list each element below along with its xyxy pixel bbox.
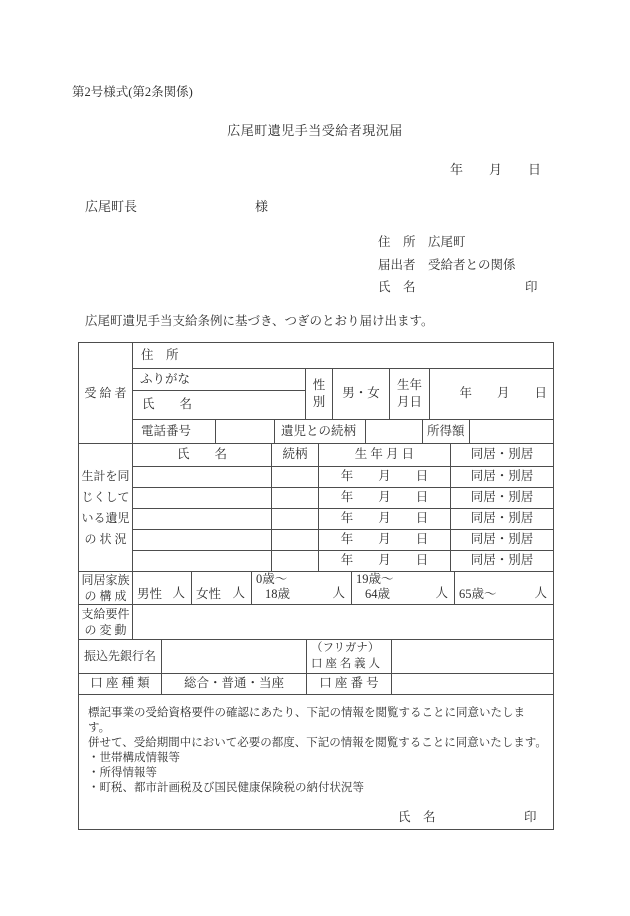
account-type-label-cell: 口 座 種 類 — [79, 673, 161, 694]
family-male-label: 男性 — [137, 587, 163, 601]
requirement-label-line2: の 変 動 — [84, 623, 127, 637]
orphan-relation-label-cell: 遺児との続柄 — [274, 419, 365, 443]
consent-bullet-household: ・世帯構成情報等 — [88, 752, 180, 764]
orphan-row1-cohabit: 同居・別居 — [450, 466, 553, 487]
birth-value-cell: 年 月 日 — [429, 368, 553, 419]
submitter-address-label: 住 所 — [378, 235, 416, 249]
orphan-row3-birth: 年 月 日 — [318, 508, 450, 529]
consent-bullet-tax: ・町税、都市計画税及び国民健康保険税の納付状況等 — [88, 782, 364, 794]
submitter-address-line — [378, 231, 516, 254]
addressee-name: 広尾町長 — [85, 199, 138, 214]
orphans-header-cohabit: 同居・別居 — [450, 443, 553, 466]
family-age65-label: 65歳～ — [459, 587, 497, 601]
orphans-header-name: 氏 名 — [132, 443, 271, 466]
family-female-unit: 人 — [232, 586, 245, 601]
family-age64-label: 64歳 — [365, 587, 391, 601]
family-age19-64-unit: 人 — [435, 586, 448, 601]
orphans-header-relation: 続柄 — [271, 443, 318, 466]
family-age65-unit: 人 — [534, 586, 547, 601]
family-age65-cell — [454, 571, 553, 604]
bank-name-value-cell — [161, 639, 306, 673]
requirement-label-line1: 支給要件 — [81, 607, 130, 621]
family-female-cell — [191, 571, 251, 604]
gender-label-cell — [305, 368, 332, 419]
page-title: 広尾町遺児手当受給者現況届 — [227, 123, 403, 138]
family-label-line1: 同居家族 — [81, 573, 130, 587]
consent-bullet-income: ・所得情報等 — [88, 767, 157, 779]
consent-name-row — [88, 810, 547, 829]
orphan-row1-birth: 年 月 日 — [318, 466, 450, 487]
income-label-cell: 所得額 — [422, 419, 469, 443]
account-holder-furigana-label: （フリガナ） — [311, 642, 380, 654]
orphan-row5-cohabit: 同居・別居 — [450, 550, 553, 571]
consent-paragraph-1: 標記事業の受給資格要件の確認にあたり、下記の情報を閲覧することに同意いたします。 — [88, 707, 525, 734]
orphans-label-line4: の 状 況 — [84, 531, 127, 546]
phone-label-cell: 電話番号 — [132, 419, 215, 443]
declaration-sentence: 広尾町遺児手当支給条例に基づき、つぎのとおり届け出ます。 — [85, 314, 434, 328]
form-number: 第2号様式(第2条関係) — [72, 85, 193, 99]
income-value-cell — [469, 419, 553, 443]
account-holder-label: 口 座 名 義 人 — [311, 657, 380, 670]
recipient-name-cell: 氏 名 — [132, 390, 305, 419]
orphan-row2-name — [132, 487, 271, 508]
submitter-name-label: 氏 名 — [378, 280, 416, 294]
main-table — [78, 342, 554, 830]
recipient-label: 受 給 者 — [84, 385, 127, 400]
requirement-change-label — [79, 604, 132, 639]
submitter-role-value: 受給者との関係 — [428, 257, 516, 272]
family-male-cell — [132, 571, 191, 604]
account-number-label-cell: 口 座 番 号 — [306, 673, 391, 694]
submitter-role-line — [378, 254, 516, 277]
account-number-value-cell — [391, 673, 553, 694]
consent-name-label: 氏 名 — [398, 810, 436, 824]
recipient-furigana-cell: ふりがな — [132, 368, 305, 390]
consent-section — [79, 694, 553, 829]
phone-value-cell — [215, 419, 274, 443]
birth-label-cell — [389, 368, 429, 419]
orphan-row4-relation — [271, 529, 318, 550]
orphan-row4-name — [132, 529, 271, 550]
orphan-row3-relation — [271, 508, 318, 529]
orphans-label-line1: 生計を同 — [81, 468, 130, 483]
orphan-row4-birth: 年 月 日 — [318, 529, 450, 550]
submitter-block — [378, 231, 538, 299]
family-age18-label: 18歳 — [265, 587, 291, 601]
orphan-row5-relation — [271, 550, 318, 571]
gender-options-cell: 男・女 — [332, 368, 389, 419]
addressee-line — [85, 196, 385, 215]
orphan-relation-value-cell — [365, 419, 422, 443]
family-age19-label: 19歳～ — [356, 572, 394, 586]
consent-paragraph-2: 併せて、受給期間中において必要の都度、下記の情報を閲覧することに同意いたします。 — [88, 737, 547, 749]
orphan-row5-birth: 年 月 日 — [318, 550, 450, 571]
recipient-address-cell: 住 所 — [132, 343, 553, 368]
submitter-name-line — [378, 276, 538, 299]
account-holder-label-cell — [306, 639, 391, 673]
family-age0-18-cell — [251, 571, 351, 604]
family-female-label: 女性 — [196, 587, 222, 601]
orphans-label-line3: いる遺児 — [81, 510, 130, 525]
orphan-row1-relation — [271, 466, 318, 487]
addressee-honorific: 様 — [255, 199, 269, 214]
gender-label-line2: 別 — [312, 395, 326, 409]
orphans-label-line2: じくして — [81, 489, 130, 504]
orphan-row3-cohabit: 同居・別居 — [450, 508, 553, 529]
bank-name-label-cell: 振込先銀行名 — [79, 639, 161, 673]
account-type-options-cell: 総合・普通・当座 — [161, 673, 306, 694]
account-holder-value-cell — [391, 639, 553, 673]
family-label-line2: の 構 成 — [84, 589, 127, 603]
gender-label-line1: 性 — [312, 378, 326, 392]
family-age0-label: 0歳～ — [256, 572, 288, 586]
orphan-row5-name — [132, 550, 271, 571]
date-line: 年 月 日 — [450, 162, 542, 177]
requirement-change-value-cell — [132, 604, 553, 639]
consent-seal-mark: 印 — [524, 810, 537, 824]
family-age19-64-cell — [351, 571, 454, 604]
family-section-label — [79, 571, 132, 604]
orphan-row4-cohabit: 同居・別居 — [450, 529, 553, 550]
orphan-row1-name — [132, 466, 271, 487]
orphan-row3-name — [132, 508, 271, 529]
orphans-header-birth: 生 年 月 日 — [318, 443, 450, 466]
orphan-row2-cohabit: 同居・別居 — [450, 487, 553, 508]
submitter-role-label: 届出者 — [378, 257, 416, 272]
seal-mark: 印 — [525, 280, 538, 294]
orphan-row2-relation — [271, 487, 318, 508]
birth-label-line2: 月日 — [396, 395, 422, 409]
family-age0-18-unit: 人 — [332, 586, 345, 601]
orphan-row2-birth: 年 月 日 — [318, 487, 450, 508]
orphans-section-label — [79, 443, 132, 571]
family-male-unit: 人 — [172, 586, 185, 601]
birth-label-line1: 生年 — [396, 378, 422, 392]
submitter-address-value: 広尾町 — [428, 235, 466, 249]
